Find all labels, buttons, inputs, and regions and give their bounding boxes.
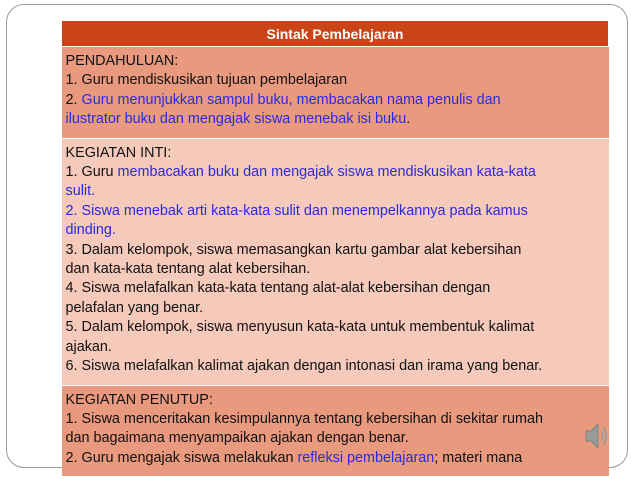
highlighted-text: 2. Siswa menebak arti kata-kata sulit dan menempelkannya pada kamus	[65, 202, 528, 219]
section-cell	[62, 47, 609, 139]
section-line	[66, 449, 605, 468]
section-line	[66, 338, 605, 357]
highlighted-text: sulit.	[65, 183, 96, 200]
highlighted-text: Guru menunjukkan sampul buku, membacakan nama penulis dan	[81, 91, 501, 108]
text-segment: 1. Guru	[65, 164, 118, 181]
section-line	[66, 429, 605, 448]
section-line	[66, 318, 605, 337]
text-segment: ajakan.	[65, 338, 112, 355]
section-title: KEGIATAN PENUTUP:	[65, 391, 213, 408]
section-row-pendahuluan	[62, 47, 609, 139]
section-line	[66, 357, 605, 376]
section-line	[66, 221, 605, 240]
text-segment: 2. Guru mengajak siswa melakukan	[65, 449, 298, 466]
text-segment: pelafalan yang benar.	[65, 299, 204, 316]
section-line	[66, 71, 605, 90]
section-title: PENDAHULUAN:	[65, 53, 179, 69]
section-line	[66, 410, 605, 429]
section-lines	[66, 71, 605, 129]
text-segment: ; materi mana	[434, 449, 523, 466]
section-line	[66, 163, 605, 182]
section-cell	[62, 385, 609, 477]
text-segment: 5. Dalam kelompok, siswa menyusun kata-kata untuk membentuk kalimat	[65, 319, 535, 336]
section-line	[66, 202, 605, 221]
section-cell	[62, 138, 609, 385]
syntax-table	[61, 20, 609, 477]
text-segment: 1. Siswa menceritakan kesimpulannya tentang kebersihan di sekitar rumah	[65, 410, 544, 427]
table-header: Sintak Pembelajaran	[62, 21, 609, 47]
text-segment: .	[406, 111, 411, 128]
highlighted-text: membacakan buku dan mengajak siswa mendiskusikan kata-kata	[117, 164, 536, 181]
section-line	[66, 91, 605, 110]
text-segment: dan bagaimana menyampaikan ajakan dengan benar.	[65, 430, 409, 447]
section-row-kegiatan-inti	[62, 138, 609, 385]
highlighted-text: dinding.	[65, 222, 116, 239]
text-segment: 1. Guru mendiskusikan tujuan pembelajaran	[65, 72, 348, 89]
highlighted-text: refleksi pembelajaran	[297, 449, 435, 466]
text-segment: 4. Siswa melafalkan kata-kata tentang alat-alat kebersihan dengan	[65, 280, 491, 297]
text-segment: 2.	[65, 91, 82, 108]
section-line	[66, 299, 605, 318]
section-line	[66, 279, 605, 298]
text-segment: dan kata-kata tentang alat kebersihan.	[65, 261, 311, 278]
section-lines	[66, 410, 605, 468]
text-segment: 3. Dalam kelompok, siswa memasangkan kartu gambar alat kebersihan	[65, 241, 522, 258]
section-lines	[66, 163, 605, 376]
highlighted-text: ilustrator buku dan mengajak siswa menebak isi buku	[65, 111, 407, 128]
section-line	[66, 182, 605, 201]
speaker-icon[interactable]	[584, 416, 608, 456]
section-line	[66, 241, 605, 260]
section-row-kegiatan-penutup	[62, 385, 609, 477]
text-segment: 6. Siswa melafalkan kalimat ajakan dengan intonasi dan irama yang benar.	[65, 358, 543, 375]
section-title: KEGIATAN INTI:	[65, 144, 172, 161]
syntax-table-container	[61, 20, 609, 479]
section-line	[66, 110, 605, 129]
section-line	[66, 260, 605, 279]
